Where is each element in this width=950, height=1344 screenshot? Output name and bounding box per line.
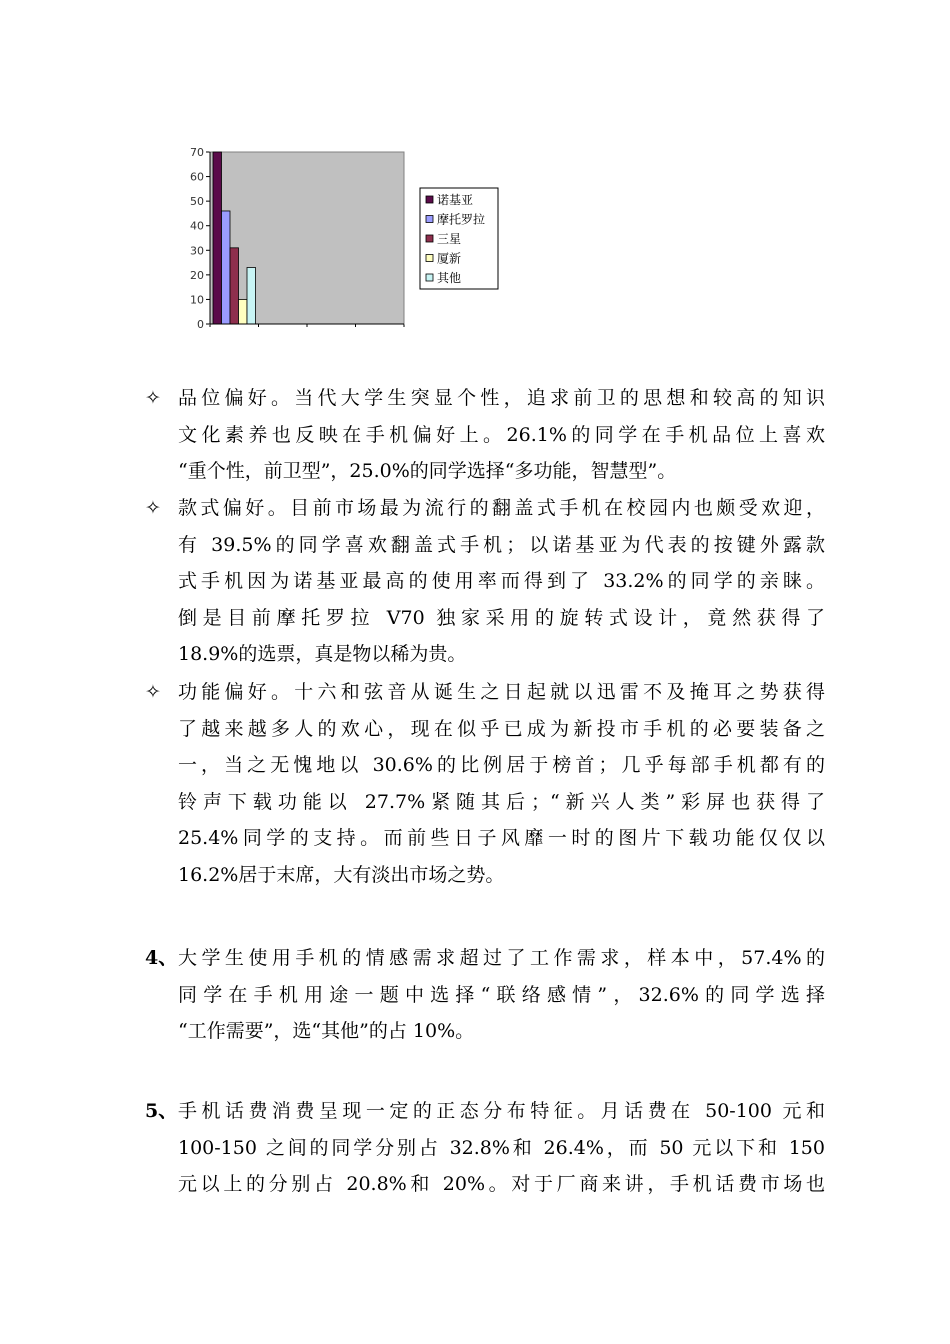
text-line: “工作需要”，选“其他”的占 10%。 bbox=[178, 1020, 475, 1042]
legend-label: 三星 bbox=[437, 232, 462, 246]
bullet-star-icon: ✧ bbox=[145, 497, 161, 519]
plot-area bbox=[210, 152, 404, 324]
brand-bar-chart bbox=[180, 140, 510, 340]
bar-3 bbox=[239, 299, 248, 324]
section-number: 4、 bbox=[145, 947, 178, 969]
legend-swatch bbox=[426, 216, 433, 223]
legend-swatch bbox=[426, 255, 433, 262]
bar-1 bbox=[222, 211, 231, 324]
text-line: 品位偏好。当代大学生突显个性，追求前卫的思想和较高的知识 bbox=[178, 387, 825, 409]
text-line: 100-150 之间的同学分别占 32.8%和 26.4%，而 50 元以下和 150 bbox=[178, 1136, 825, 1159]
legend-label: 厦新 bbox=[437, 251, 462, 266]
legend-label: 诺基亚 bbox=[437, 193, 474, 207]
legend-label: 其他 bbox=[437, 271, 462, 285]
legend-label: 摩托罗拉 bbox=[437, 212, 486, 227]
text-line: 18.9%的选票，真是物以稀为贵。 bbox=[178, 643, 467, 665]
bar-4 bbox=[247, 267, 256, 324]
text-line: 同学在手机用途一题中选择“联络感情”，32.6%的同学选择 bbox=[178, 983, 825, 1006]
numbered-section bbox=[145, 1093, 825, 1203]
y-tick-label: 70 bbox=[190, 146, 204, 159]
text-line: 款式偏好。目前市场最为流行的翻盖式手机在校园内也颇受欢迎， bbox=[178, 497, 825, 519]
section-number: 5、 bbox=[145, 1100, 178, 1122]
legend-swatch bbox=[426, 196, 433, 203]
y-tick-label: 30 bbox=[190, 244, 204, 258]
y-tick-label: 0 bbox=[197, 318, 204, 331]
text-line: 文化素养也反映在手机偏好上。26.1%的同学在手机品位上喜欢 bbox=[178, 423, 825, 446]
text-line: 25.4%同学的支持。而前些日子风靡一时的图片下载功能仅仅以 bbox=[178, 827, 825, 849]
text-line: 有 39.5%的同学喜欢翻盖式手机；以诺基亚为代表的按键外露款 bbox=[178, 533, 825, 556]
bullet-section bbox=[145, 490, 825, 673]
text-line: 了越来越多人的欢心，现在似乎已成为新投市手机的必要装备之 bbox=[178, 717, 825, 740]
bullet-section bbox=[145, 380, 825, 490]
legend-swatch bbox=[426, 274, 433, 281]
text-line: 一，当之无愧地以 30.6%的比例居于榜首；几乎每部手机都有的 bbox=[178, 754, 825, 776]
y-tick-label: 50 bbox=[190, 195, 204, 209]
y-tick-label: 40 bbox=[190, 219, 204, 233]
legend-swatch bbox=[426, 235, 433, 242]
text-line: 倒是目前摩托罗拉 V70 独家采用的旋转式设计，竟然获得了 bbox=[178, 606, 825, 629]
text-line: 元以上的分别占 20.8%和 20%。对于厂商来讲，手机话费市场也 bbox=[178, 1173, 825, 1195]
text-line: 手机话费消费呈现一定的正态分布特征。月话费在 50-100 元和 bbox=[178, 1100, 825, 1122]
bar-0 bbox=[213, 152, 222, 324]
bullet-section bbox=[145, 674, 825, 893]
text-line: “重个性，前卫型”，25.0%的同学选择“多功能，智慧型”。 bbox=[178, 460, 677, 482]
y-tick-label: 20 bbox=[190, 268, 204, 282]
y-tick-label: 60 bbox=[190, 170, 204, 184]
chart-legend bbox=[420, 188, 498, 289]
text-line: 16.2%居于末席，大有淡出市场之势。 bbox=[178, 863, 505, 886]
bullet-star-icon: ✧ bbox=[145, 387, 161, 409]
text-line: 大学生使用手机的情感需求超过了工作需求，样本中，57.4%的 bbox=[178, 947, 825, 969]
numbered-section bbox=[145, 940, 825, 1050]
bullet-star-icon: ✧ bbox=[145, 681, 161, 703]
text-line: 功能偏好。十六和弦音从诞生之日起就以迅雷不及掩耳之势获得 bbox=[178, 681, 825, 703]
bar-2 bbox=[230, 248, 239, 324]
text-line: 式手机因为诺基亚最高的使用率而得到了 33.2%的同学的亲睐。 bbox=[178, 570, 825, 592]
y-tick-label: 10 bbox=[190, 293, 204, 307]
text-line: 铃声下载功能以 27.7%紧随其后；“新兴人类”彩屏也获得了 bbox=[178, 790, 825, 813]
